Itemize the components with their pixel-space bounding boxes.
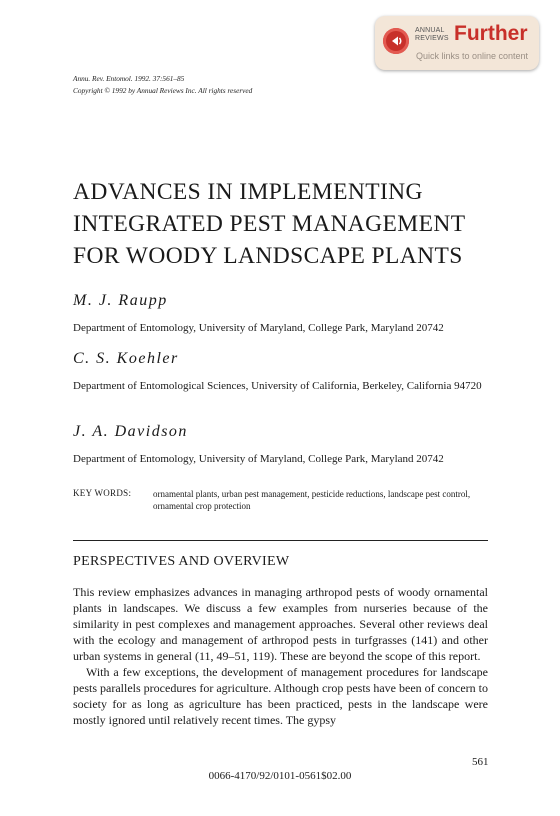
quick-links-text: Quick links to online content bbox=[416, 51, 529, 61]
body-text bbox=[73, 584, 488, 728]
author-name: C. S. Koehler bbox=[73, 350, 179, 367]
annual-reviews-further-link[interactable] bbox=[375, 16, 539, 70]
author-affiliation: Department of Entomology, University of Maryland, College Park, Maryland 20742 bbox=[73, 322, 444, 334]
paragraph: With a few exceptions, the development of management procedures for landscape pests parallels procedures for agriculture. Although crop pests have been of concern to society for as long as agriculture has been practiced, pests in the landscape were mostly ignored until relatively recent times. The gypsy bbox=[73, 665, 488, 727]
author-name: M. J. Raupp bbox=[73, 292, 168, 309]
author-affiliation: Department of Entomological Sciences, University of California, Berkeley, California 94720 bbox=[73, 380, 482, 392]
further-label: Further bbox=[454, 22, 528, 45]
issn-code: 0066-4170/92/0101-0561$02.00 bbox=[208, 770, 352, 782]
author-affiliation: Department of Entomology, University of Maryland, College Park, Maryland 20742 bbox=[73, 453, 444, 465]
keywords-text: ornamental plants, urban pest management, pesticide reductions, landscape pest control, ornamental crop protection bbox=[153, 489, 471, 511]
paragraph: This review emphasizes advances in managing arthropod pests of woody ornamental plants in landscapes. We discuss a few examples from nurseries because of the similarity in pest complexes and management approaches. Several other reviews deal with the ecology and management of arthropod pests in turfgrasses (141) and other urban systems in general (11, 49–51, 119). These are beyond the scope of this report. bbox=[73, 585, 488, 663]
page-number: 561 bbox=[472, 756, 489, 768]
speaker-icon bbox=[383, 28, 409, 54]
annual-reviews-wordmark: ANNUAL REVIEWS bbox=[415, 27, 449, 42]
section-heading: PERSPECTIVES AND OVERVIEW bbox=[73, 554, 290, 569]
author-name: J. A. Davidson bbox=[73, 423, 188, 440]
article-title: ADVANCES IN IMPLEMENTING INTEGRATED PEST MANAGEMENT FOR WOODY LANDSCAPE PLANTS bbox=[73, 179, 466, 269]
keywords-label: KEY WORDS: bbox=[73, 488, 132, 498]
section-divider bbox=[73, 540, 488, 541]
citation-line: Annu. Rev. Entomol. 1992. 37:561–85 bbox=[73, 74, 185, 83]
copyright-line: Copyright © 1992 by Annual Reviews Inc. All rights reserved bbox=[73, 86, 253, 95]
